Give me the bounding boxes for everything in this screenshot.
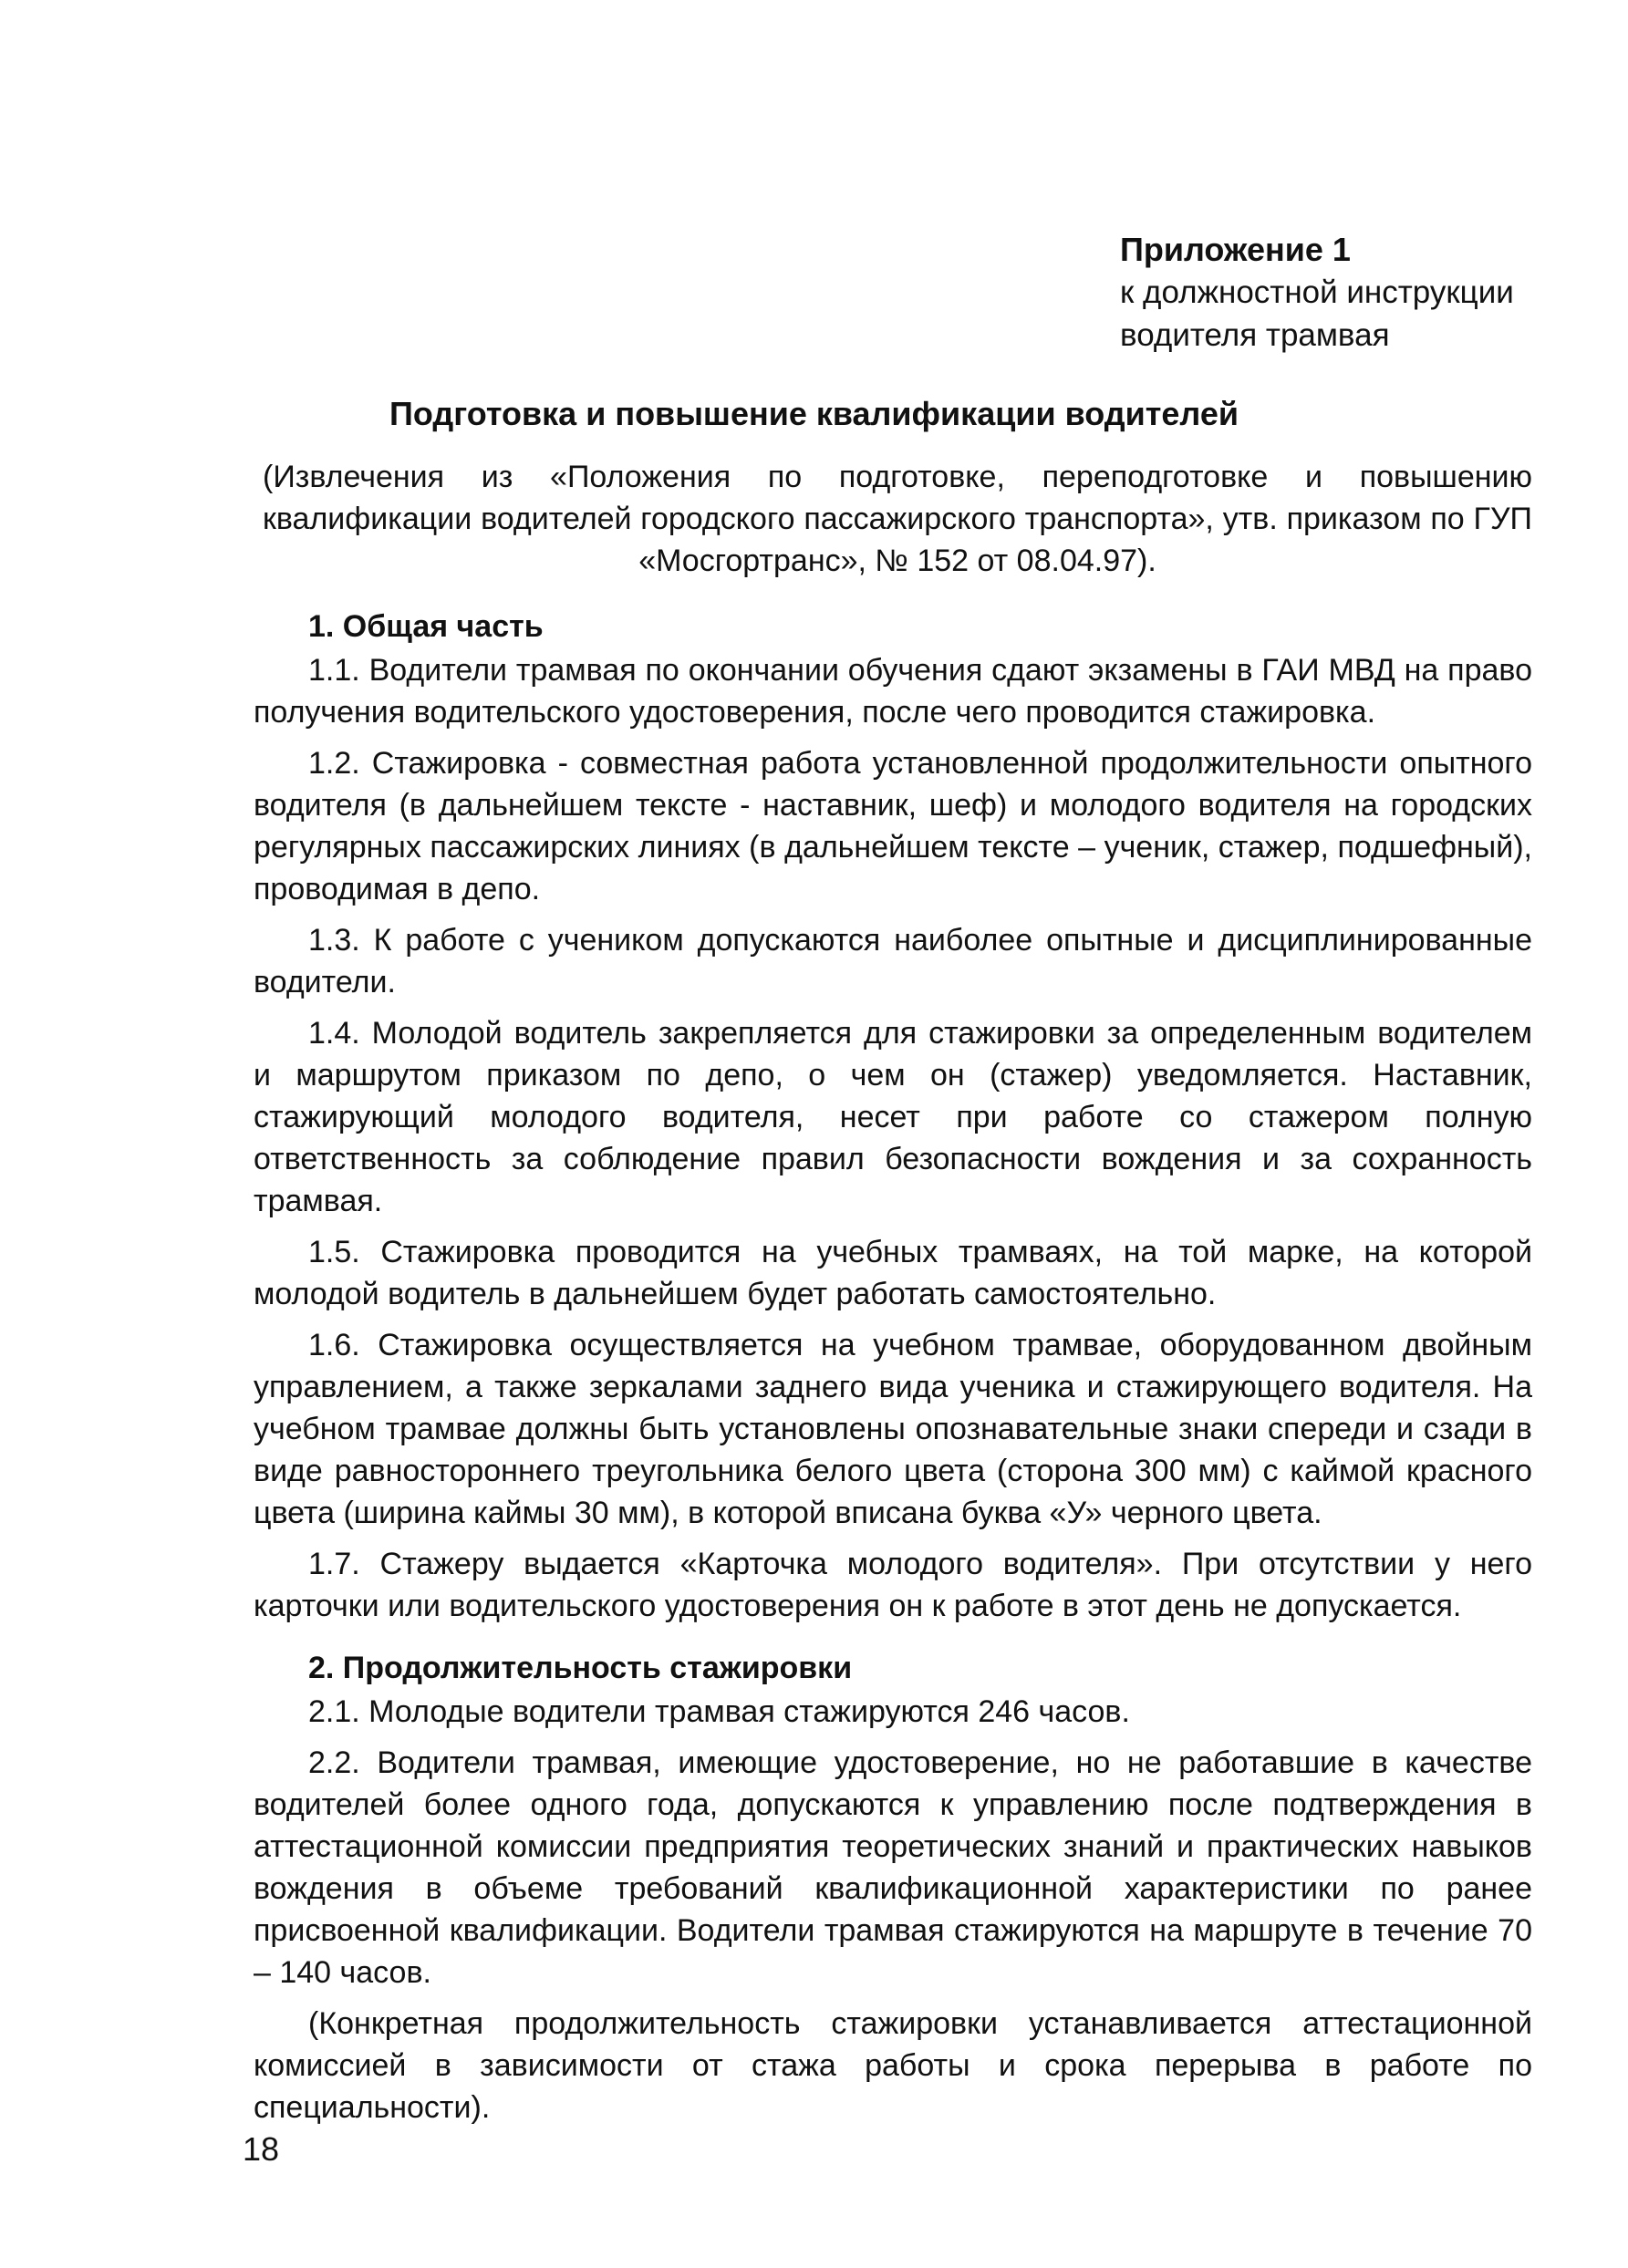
section-heading: 1. Общая часть: [308, 609, 544, 644]
paragraph-1-3: 1.3. К работе с учеником допускаются наиболее опытные и дисциплинированные водители.: [254, 923, 1532, 999]
paragraph-1-1: 1.1. Водители трамвая по окончании обучения сдают экзамены в ГАИ МВД на право получения водительского удостоверения, после чего проводится стажировка.: [254, 653, 1532, 730]
section-general: [254, 606, 1532, 1627]
document-body: [254, 606, 1532, 2138]
paragraph-1-5: 1.5. Стажировка проводится на учебных трамваях, на той марке, на которой молодой водитель в дальнейшем будет работать самостоятельно.: [254, 1235, 1532, 1311]
paragraph-2-note: (Конкретная продолжительность стажировки устанавливается аттестационной комиссией в зависимости от стажа работы и срока перерыва в работе по специальности).: [254, 2006, 1532, 2125]
appendix-header: [1120, 228, 1594, 357]
paragraph-2-2: 2.2. Водители трамвая, имеющие удостоверение, но не работавшие в качестве водителей более одного года, допускаются к управлению после подтверждения в аттестационной комиссии предприятия теоретических знаний и практических навыков вождения в объеме требований квалификационной характеристики по ранее присвоенной квалификации. Водители трамвая стажируются на маршруте в течение 70 – 140 часов.: [254, 1745, 1532, 1990]
page-number: 18: [243, 2130, 280, 2168]
paragraph-2-1: 2.1. Молодые водители трамвая стажируются 246 часов.: [308, 1694, 1130, 1729]
appendix-title: Приложение 1: [1120, 231, 1351, 268]
section-duration: [254, 1647, 1532, 2128]
document-title: Подготовка и повышение квалификации водителей: [389, 395, 1239, 432]
excerpt-note: (Извлечения из «Положения по подготовке, переподготовке и повышению квалификации водителей городского пассажирского транспорта», утв. приказом по ГУП «Мосгортранс», № 152 от 08.04.97).: [263, 460, 1532, 578]
appendix-line-1: к должностной инструкции: [1120, 274, 1514, 310]
paragraph-1-6: 1.6. Стажировка осуществляется на учебном трамвае, оборудованном двойным управлением, а также зеркалами заднего вида ученика и стажирующего водителя. На учебном трамвае должны быть установлены опознавательные знаки спереди и сзади в виде равностороннего треугольника белого цвета (сторона 300 мм) с каймой красного цвета (ширина каймы 30 мм), в которой вписана буква «У» черного цвета.: [254, 1328, 1532, 1530]
paragraph-1-2: 1.2. Стажировка - совместная работа установленной продолжительности опытного водителя (в дальнейшем тексте - наставник, шеф) и молодого водителя на городских регулярных пассажирских линиях (в дальнейшем тексте – ученик, стажер, подшефный), проводимая в депо.: [254, 746, 1532, 906]
paragraph-1-4: 1.4. Молодой водитель закрепляется для стажировки за определенным водителем и маршрутом приказом по депо, о чем он (стажер) уведомляется. Наставник, стажирующий молодого водителя, несет при работе со стажером полную ответственность за соблюдение правил безопасности вождения и за сохранность трамвая.: [254, 1016, 1532, 1218]
section-heading: 2. Продолжительность стажировки: [308, 1651, 853, 1685]
paragraph-1-7: 1.7. Стажеру выдается «Карточка молодого водителя». При отсутствии у него карточки или водительского удостоверения он к работе в этот день не допускается.: [254, 1547, 1532, 1623]
appendix-line-2: водителя трамвая: [1120, 317, 1390, 353]
section-gap: [254, 1636, 1532, 1647]
